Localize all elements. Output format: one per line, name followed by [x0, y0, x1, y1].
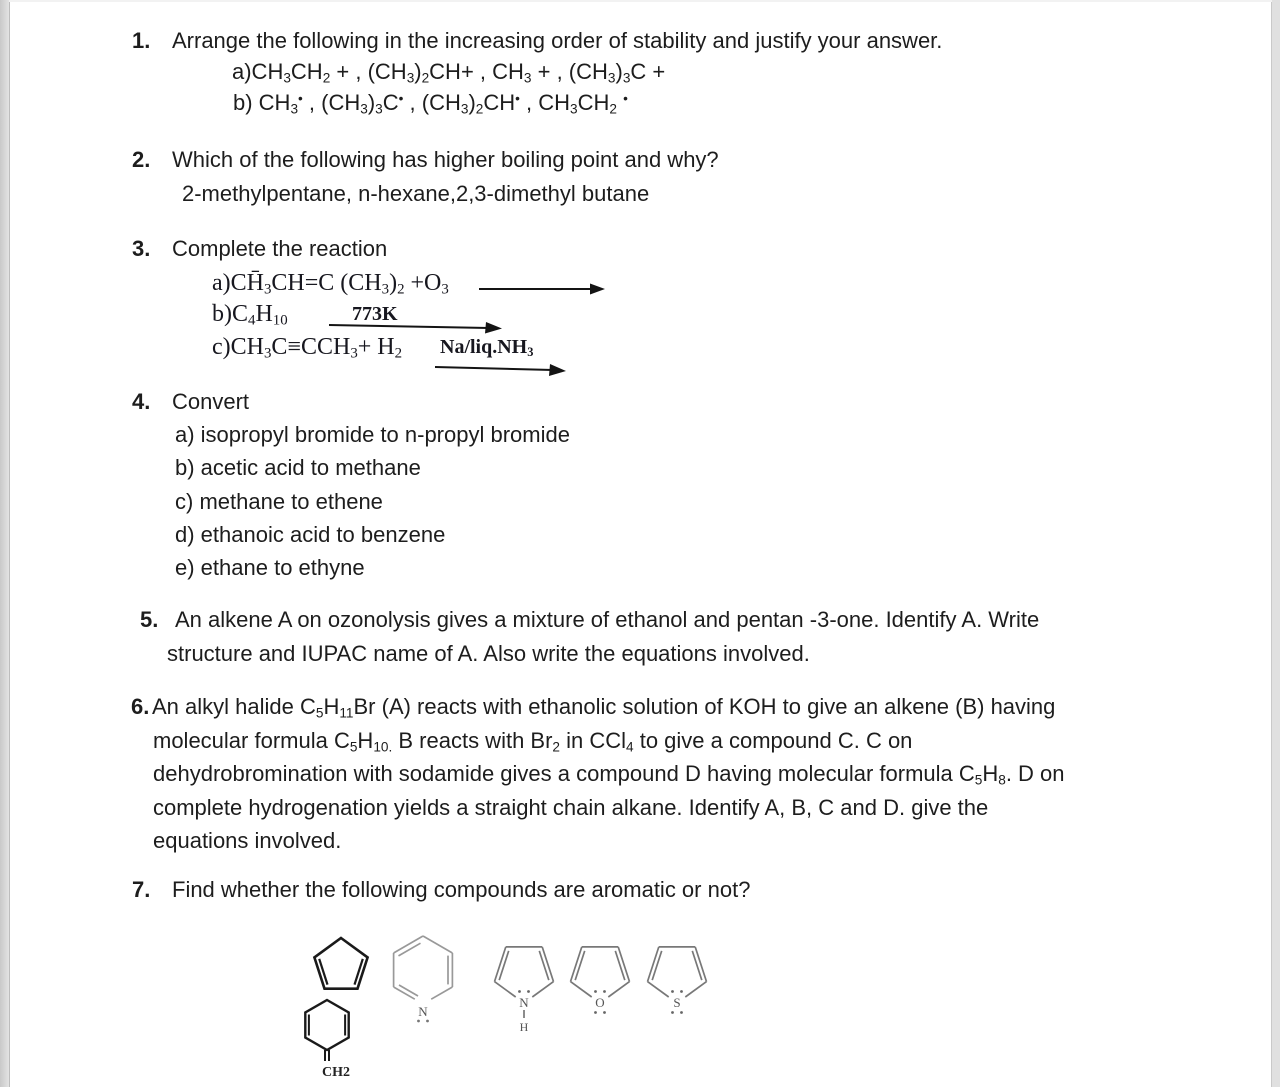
- page-right-edge: [1271, 0, 1280, 1087]
- reaction-arrow-c: [433, 361, 573, 381]
- question-5-line-2: structure and IUPAC name of A. Also write the equations involved.: [167, 641, 810, 666]
- question-1-part-b: b) $CH_3^•$ , $(CH_3)_3C^•$ , $(CH_3)_2CH^•$ , $CH_3CH_2$ •: [233, 90, 628, 117]
- question-4-part-a: a) isopropyl bromide to n-propyl bromide: [175, 422, 570, 447]
- question-4-part-c: c) methane to ethene: [175, 489, 383, 514]
- structure-pyridine-icon: [388, 934, 458, 1026]
- methylene-ch2-label: CH2: [322, 1065, 350, 1080]
- structure-pyrrole-icon: [484, 940, 564, 1040]
- pyrrole-n-label: N: [519, 995, 529, 1010]
- reaction-arrow-a: [477, 280, 607, 298]
- structure-furan-icon: [560, 940, 640, 1022]
- question-number: 4.: [132, 389, 151, 414]
- question-3: [132, 236, 388, 262]
- reaction-c-condition: $Na/liq.NH_3$: [440, 336, 534, 359]
- question-1: [132, 28, 943, 54]
- reaction-b: $b)C_4H_{10}$: [212, 301, 288, 329]
- question-number: 6.: [131, 694, 150, 719]
- question-6-line-3: dehydrobromination with sodamide gives a compound D having molecular formula $C_5H_8$. D on: [153, 761, 1065, 788]
- pyrrole-h-label: H: [519, 1020, 529, 1034]
- question-2: [132, 147, 719, 173]
- page-left-edge: [0, 0, 10, 1087]
- question-text: Which of the following has higher boiling point and why?: [172, 147, 719, 172]
- question-7: [132, 877, 751, 903]
- question-4-part-d: d) ethanoic acid to benzene: [175, 522, 446, 547]
- question-number: 3.: [132, 236, 151, 261]
- page-top-edge: [9, 0, 1272, 2]
- pyridine-n-label: N: [418, 1004, 428, 1019]
- question-number: 7.: [132, 877, 151, 902]
- question-1-part-a: $a)CH_3CH_2$ + , $(CH_3)_2CH+$ , $CH_3$ + , $(CH_3)_3C$ +: [232, 59, 666, 86]
- reaction-arrow-b: [327, 320, 509, 336]
- question-6-line-2: molecular formula $C_5H_{10.}$ B reacts with $Br_2$ in CCl$_4$ to give a compound C. C on: [153, 728, 913, 755]
- furan-o-label: O: [595, 995, 605, 1010]
- reaction-a: $a)CH̄_3CH=C$ $(CH_3)_2 +O_3$: [212, 270, 449, 298]
- structure-thiophene-icon: [637, 940, 717, 1022]
- question-text: Complete the reaction: [172, 236, 388, 261]
- question-4-part-b: b) acetic acid to methane: [175, 455, 421, 480]
- question-text: Find whether the following compounds are aromatic or not?: [172, 877, 751, 902]
- question-5: [140, 607, 1040, 633]
- question-6-line-5: equations involved.: [153, 828, 342, 853]
- structure-cyclopentadiene-icon: [303, 936, 379, 998]
- question-6: [131, 694, 1056, 721]
- question-number: 5.: [140, 607, 159, 632]
- question-text: Convert: [172, 389, 250, 414]
- question-2-compounds: 2-methylpentane, n-hexane,2,3-dimethyl butane: [182, 181, 650, 206]
- question-4-part-e: e) ethane to ethyne: [175, 555, 365, 580]
- structure-methylenecyclohexadiene-icon: [301, 998, 361, 1084]
- reaction-b-condition: 773K: [352, 303, 398, 325]
- reaction-c: $c)CH_3C\equiv CCH_3+ H_2$: [212, 334, 403, 362]
- thiophene-s-label: S: [673, 995, 681, 1010]
- question-text: An alkyl halide $C_5H_{11}Br$ (A) reacts with ethanolic solution of KOH to give an alkene (B) having: [152, 694, 1056, 721]
- question-text: Arrange the following in the increasing order of stability and justify your answer.: [172, 28, 943, 53]
- question-4: [132, 389, 250, 415]
- question-6-line-4: complete hydrogenation yields a straight chain alkane. Identify A, B, C and D. give the: [153, 795, 989, 820]
- question-text: An alkene A on ozonolysis gives a mixture of ethanol and pentan -3-one. Identify A. Write: [175, 607, 1040, 632]
- question-number: 1.: [132, 28, 151, 53]
- question-number: 2.: [132, 147, 151, 172]
